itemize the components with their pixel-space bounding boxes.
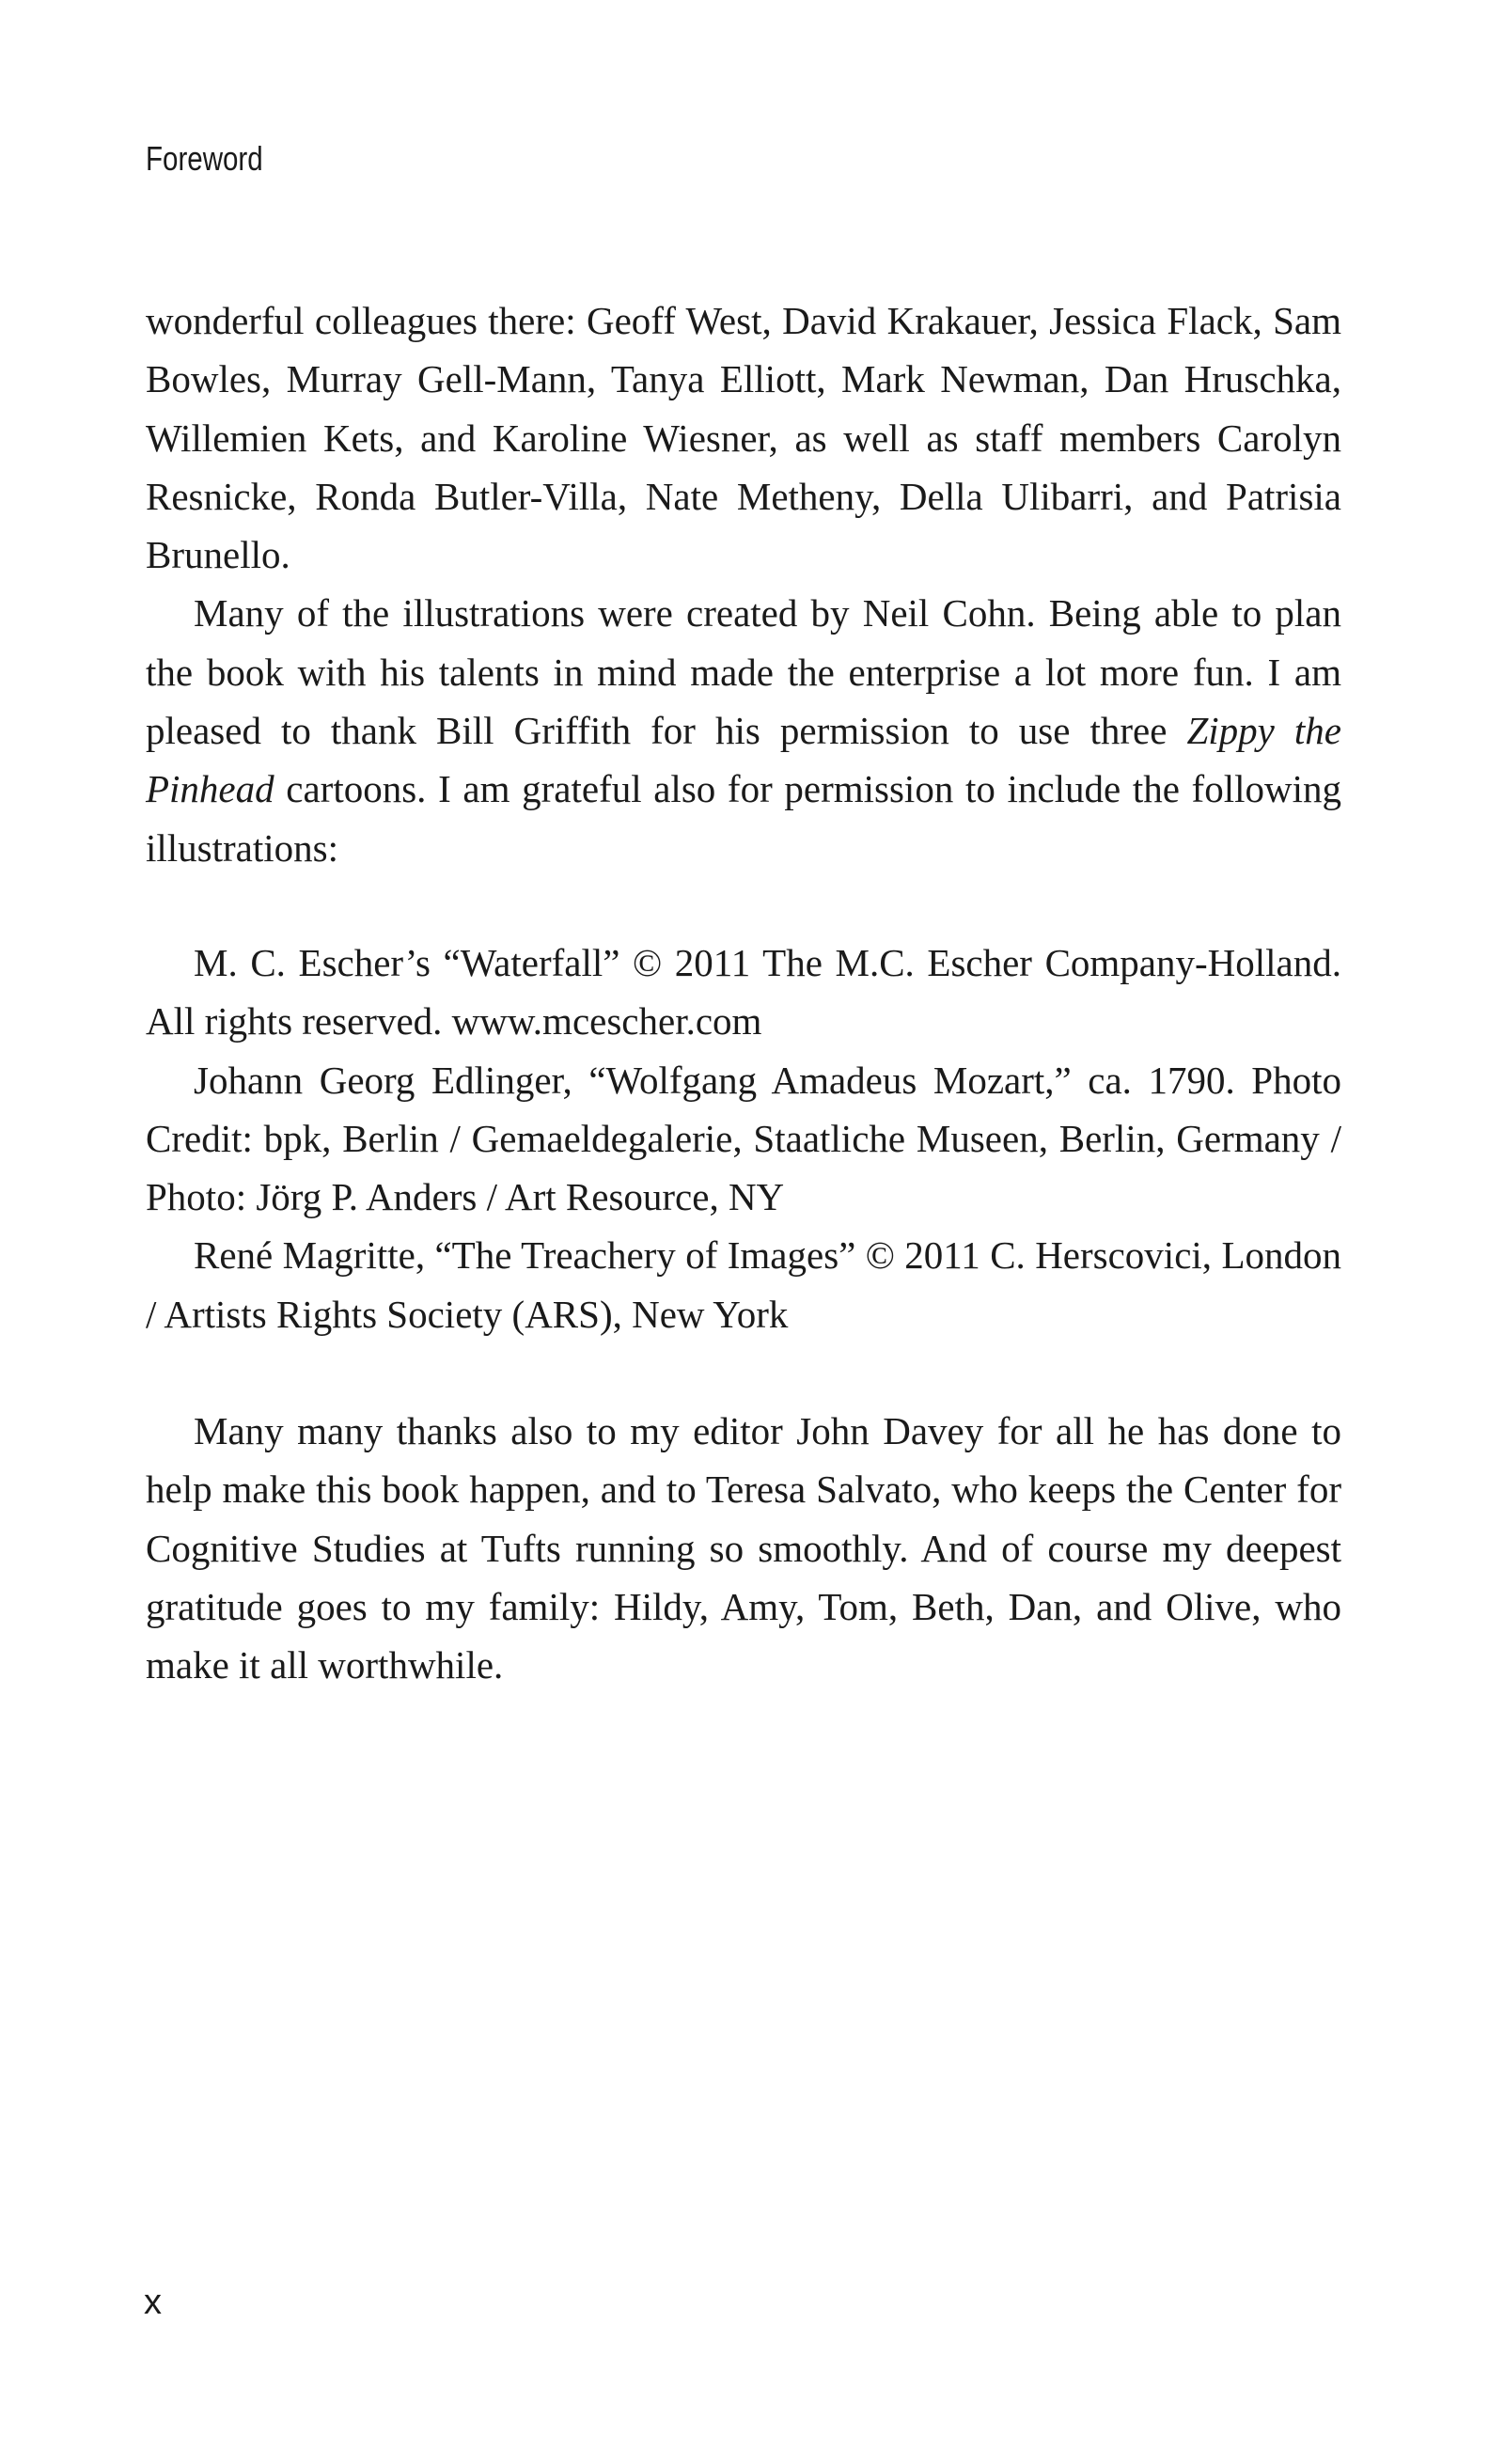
paragraph-thanks: Many many thanks also to my editor John Davey for all he has done to help make this book happen, and to Teresa Salvato, who keeps the Center for Cognitive Studies at Tufts running so smoothly. And of course my deepest gratitude goes to my family: Hildy, Amy, Tom, Beth, Dan, and Olive, who make it all worthwhile.	[146, 1409, 1341, 1687]
acknowledgements-text	[146, 291, 1341, 877]
illustration-credits	[146, 934, 1341, 1343]
page-number: x	[144, 2283, 162, 2322]
credit-mozart: Johann Georg Edlinger, “Wolfgang Amadeus Mozart,” ca. 1790. Photo Credit: bpk, Berlin / Gemaeldegalerie, Staatliche Museen, Berlin, Germany / Photo: Jörg P. Anders / Art Resource, NY	[146, 1058, 1341, 1219]
credit-magritte: René Magritte, “The Treachery of Images” © 2011 C. Herscovici, London / Artists Rights Society (ARS), New York	[146, 1233, 1341, 1336]
closing-thanks	[146, 1402, 1341, 1694]
paragraph-illustrations	[146, 584, 1341, 876]
running-head: Foreword	[146, 139, 263, 178]
paragraph-colleagues: wonderful colleagues there: Geoff West, David Krakauer, Jessica Flack, Sam Bowles, Murray Gell-Mann, Tanya Elliott, Mark Newman, Dan Hruschka, Willemien Kets, and Karoline Wiesner, as well as staff members Carolyn Resnicke, Ronda Butler-Villa, Nate Metheny, Della Ulibarri, and Patrisia Brunello.	[146, 299, 1341, 577]
credit-escher: M. C. Escher’s “Waterfall” © 2011 The M.C. Escher Company-Holland. All rights reserved. www.mcescher.com	[146, 941, 1341, 1044]
cartoon-title: Zippy the Pinhead	[146, 709, 1342, 811]
paragraph-illustrations-tail: cartoons. I am grateful also for permission to include the following illustrations:	[146, 767, 1341, 870]
paragraph-illustrations-lead: Many of the illustrations were created by Neil Cohn. Being able to plan the book with his talents in mind made the enterprise a lot more fun. I am pleased to thank Bill Griffith for his permission to use three	[146, 591, 1341, 753]
